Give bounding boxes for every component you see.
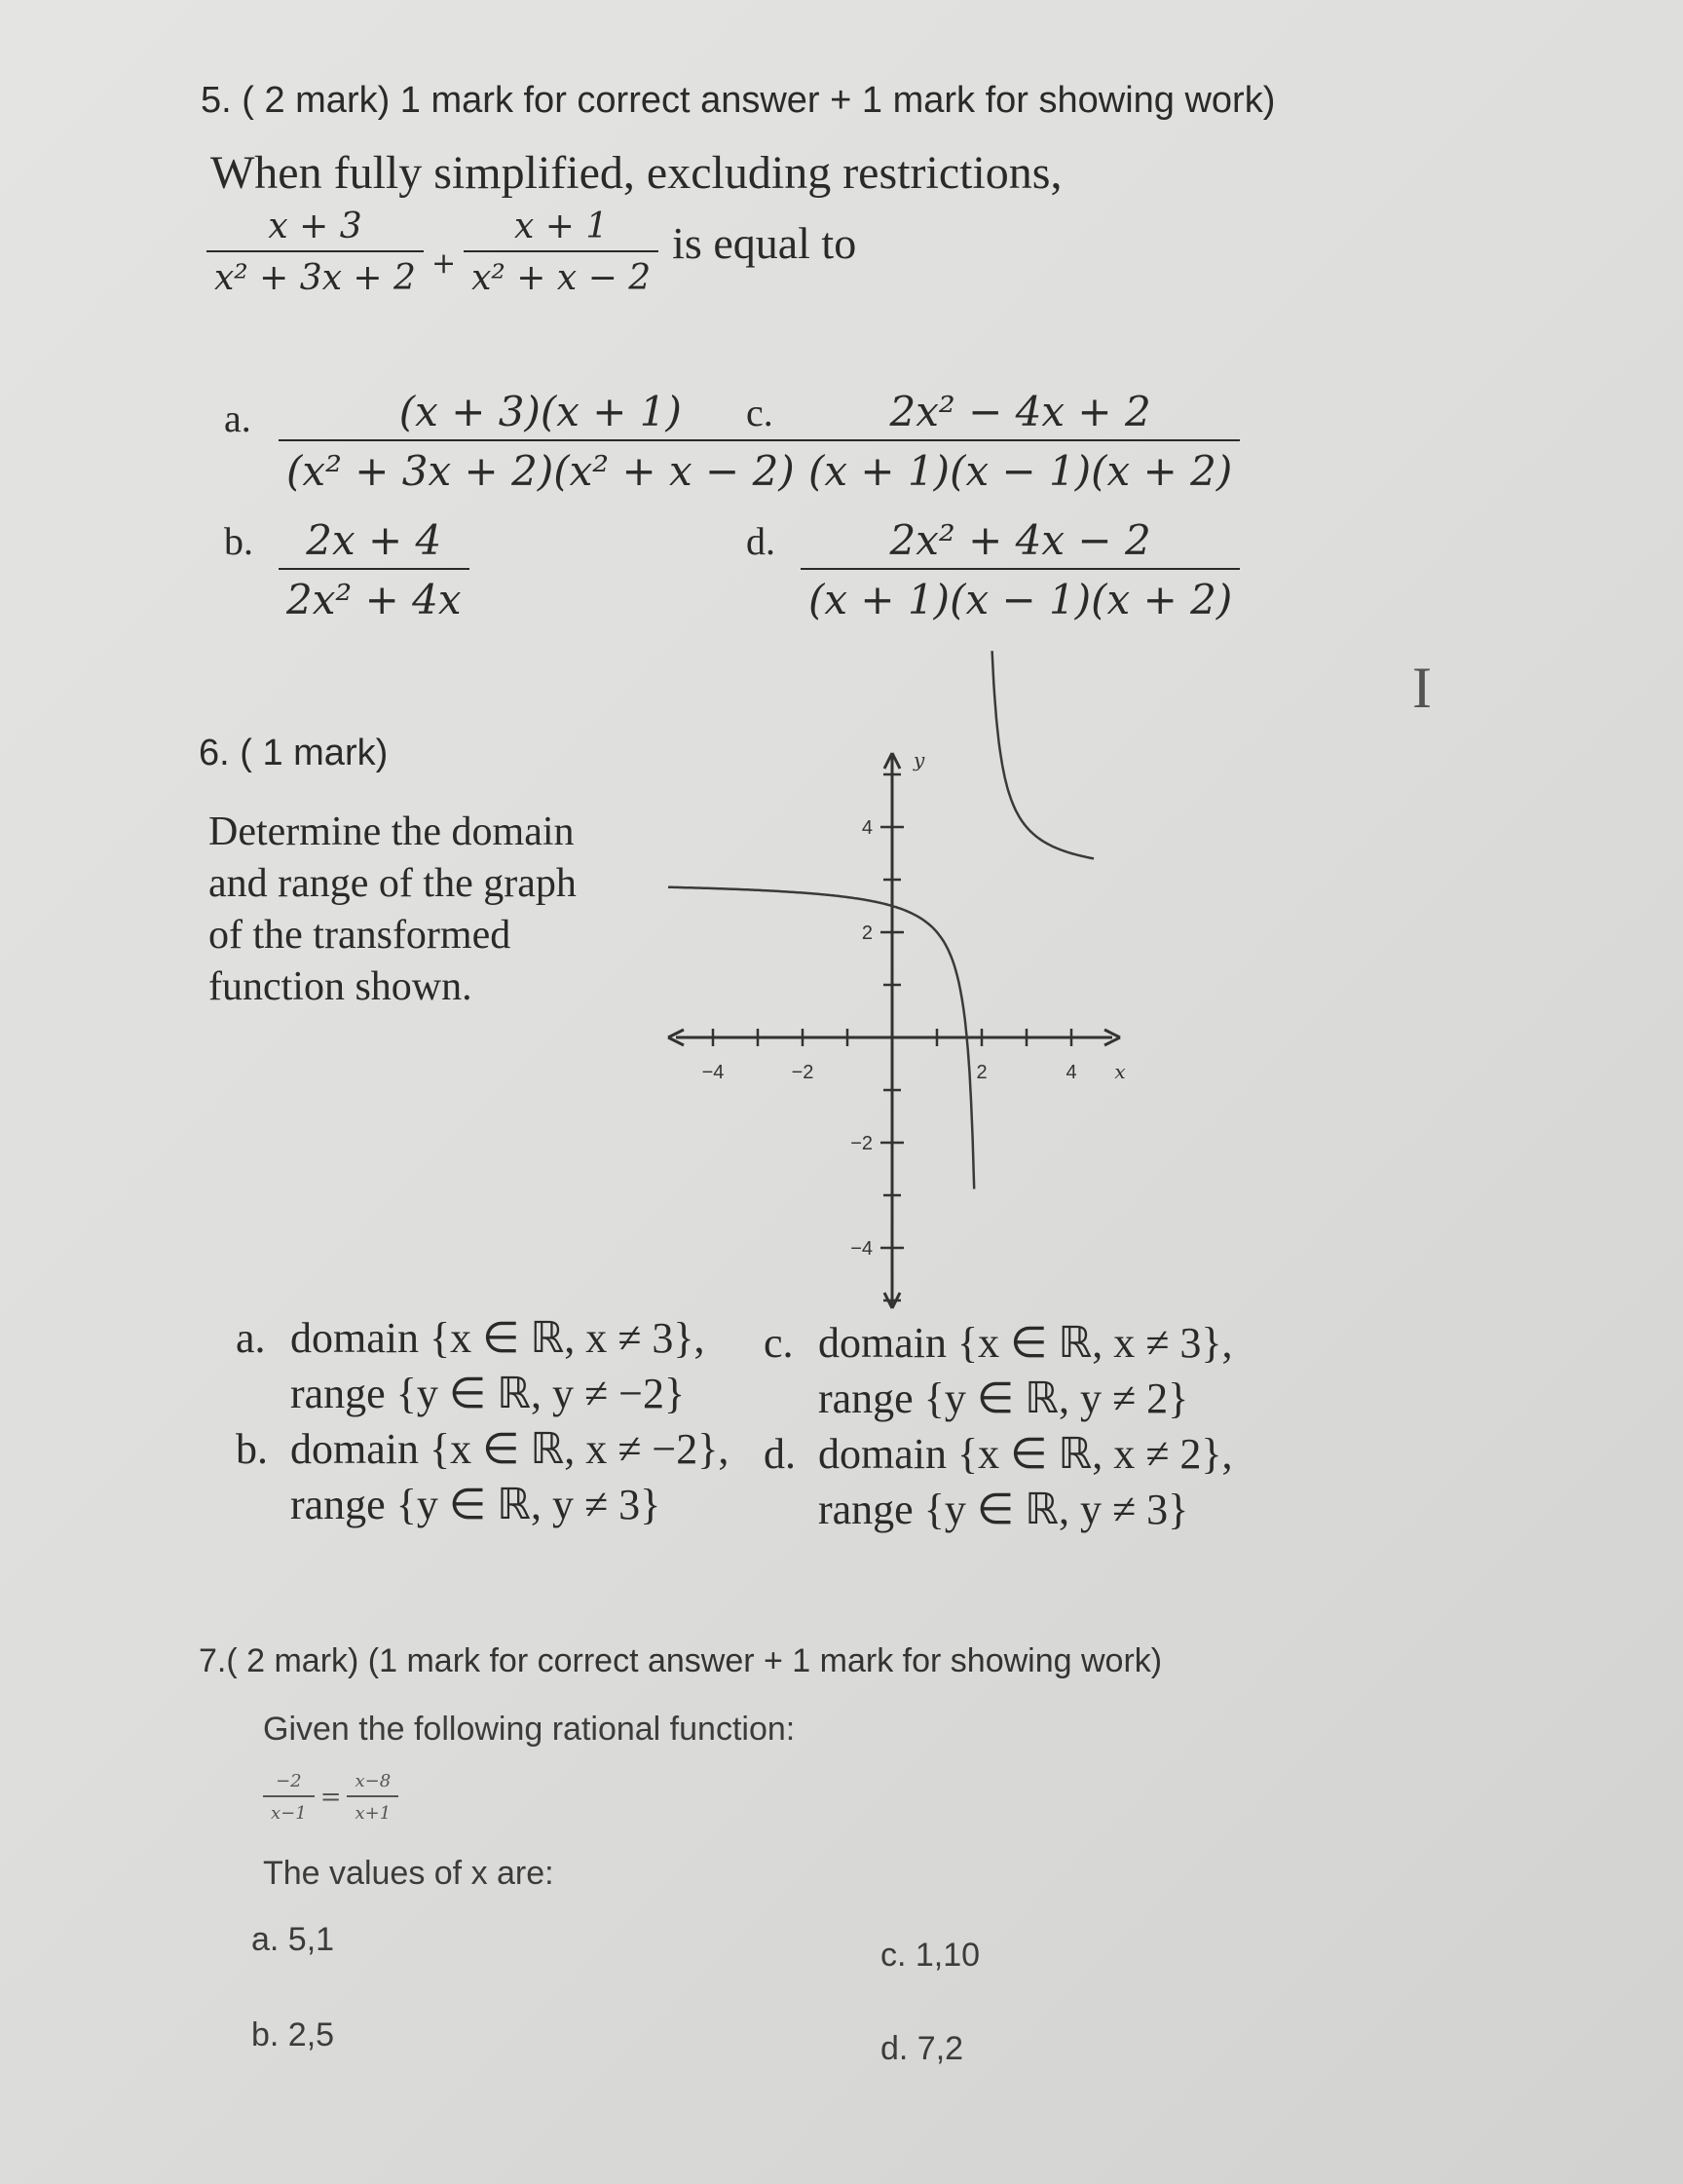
q5-f2-denominator: x² + x − 2 — [464, 250, 658, 298]
q6-stem-line: and range of the graph — [208, 861, 577, 906]
q5-f1-numerator: x + 3 — [268, 207, 362, 246]
q6-graph — [643, 748, 1149, 1286]
q5-header: 5. ( 2 mark) 1 mark for correct answer + 1 mark for showing work) — [201, 80, 1276, 121]
x-tick-label: 2 — [976, 1062, 988, 1083]
q5-option-numerator: 2x² − 4x + 2 — [889, 388, 1151, 435]
x-tick-label: −2 — [791, 1062, 814, 1083]
q5-option-letter: c. — [746, 391, 773, 434]
y-tick-label: 2 — [861, 923, 873, 944]
q5-option-letter: a. — [224, 396, 251, 440]
text-cursor-icon: I — [1412, 656, 1432, 720]
q7-left-fraction — [263, 1771, 315, 1824]
q5-expression — [206, 207, 856, 298]
q5-is-equal-to: is equal to — [672, 217, 857, 268]
q7-option-d[interactable]: d. 7,2 — [880, 2030, 964, 2067]
q7-right-numerator: x−8 — [355, 1771, 392, 1791]
q7-option-b[interactable]: b. 2,5 — [251, 2016, 335, 2053]
q5-fraction-1 — [206, 207, 424, 298]
q6-option-range: range {y ∈ ℝ, y ≠ 3} — [290, 1481, 661, 1528]
q6-option-domain: domain {x ∈ ℝ, x ≠ 3}, — [290, 1314, 705, 1362]
q5-option-numerator: 2x + 4 — [306, 516, 442, 564]
q5-option-denominator: (x² + 3x + 2)(x² + x − 2) — [279, 439, 803, 495]
q7-header: 7.( 2 mark) (1 mark for correct answer + 1 mark for showing work) — [199, 1642, 1163, 1679]
q6-stem-line: of the transformed — [208, 913, 511, 958]
q5-option-letter: b. — [224, 519, 253, 563]
q5-option-numerator: 2x² + 4x − 2 — [889, 516, 1151, 564]
q7-option-a[interactable]: a. 5,1 — [251, 1921, 335, 1958]
q5-f1-denominator: x² + 3x + 2 — [206, 250, 424, 298]
q5-fraction-2 — [464, 207, 658, 298]
q6-option-letter: a. — [236, 1314, 266, 1362]
y-tick-label: −4 — [850, 1238, 873, 1260]
q7-equals-sign: = — [319, 1783, 342, 1812]
y-tick-label: −2 — [850, 1133, 873, 1154]
q7-equation — [263, 1771, 398, 1824]
q7-left-denominator: x−1 — [263, 1795, 315, 1824]
q5-option-denominator: 2x² + 4x — [279, 568, 469, 623]
q5-plus-sign: + — [430, 245, 457, 281]
q6-option-range: range {y ∈ ℝ, y ≠ 2} — [818, 1374, 1189, 1422]
q6-stem — [208, 807, 577, 1013]
x-axis-label: x — [1114, 1060, 1126, 1083]
right-branch-curve — [992, 651, 1094, 858]
q6-stem-line: function shown. — [208, 964, 472, 1009]
q6-option-range: range {y ∈ ℝ, y ≠ −2} — [290, 1370, 686, 1417]
q7-left-numerator: −2 — [276, 1771, 302, 1791]
y-axis-label: y — [914, 748, 925, 772]
q5-option-fraction — [801, 388, 1240, 495]
q6-option-domain: domain {x ∈ ℝ, x ≠ 2}, — [818, 1430, 1233, 1478]
q6-option-letter: c. — [764, 1319, 794, 1367]
q5-option-fraction — [801, 516, 1240, 623]
q6-header: 6. ( 1 mark) — [199, 733, 389, 773]
q6-option-range: range {y ∈ ℝ, y ≠ 3} — [818, 1486, 1189, 1533]
q5-f2-numerator: x + 1 — [513, 207, 609, 246]
q5-stem: When fully simplified, excluding restrictions, — [210, 147, 1063, 199]
x-tick-label: 4 — [1066, 1062, 1077, 1083]
q7-right-denominator: x+1 — [347, 1795, 398, 1824]
q5-option-fraction — [279, 388, 803, 495]
q5-option-denominator: (x + 1)(x − 1)(x + 2) — [801, 439, 1240, 495]
q5-option-denominator: (x + 1)(x − 1)(x + 2) — [801, 568, 1240, 623]
x-tick-label: −4 — [701, 1062, 725, 1083]
q6-option-letter: b. — [236, 1425, 268, 1473]
q7-right-fraction — [347, 1771, 398, 1824]
y-tick-label: 4 — [861, 817, 873, 839]
q5-option-letter: d. — [746, 519, 775, 563]
q7-option-c[interactable]: c. 1,10 — [880, 1937, 981, 1974]
q6-option-domain: domain {x ∈ ℝ, x ≠ −2}, — [290, 1425, 729, 1473]
q6-stem-line: Determine the domain — [208, 810, 575, 854]
q5-option-fraction — [279, 516, 469, 623]
q7-prompt: The values of x are: — [263, 1855, 554, 1892]
q7-given: Given the following rational function: — [263, 1711, 796, 1748]
q5-option-numerator: (x + 3)(x + 1) — [398, 388, 682, 435]
q6-option-letter: d. — [764, 1430, 796, 1478]
q6-option-domain: domain {x ∈ ℝ, x ≠ 3}, — [818, 1319, 1233, 1367]
